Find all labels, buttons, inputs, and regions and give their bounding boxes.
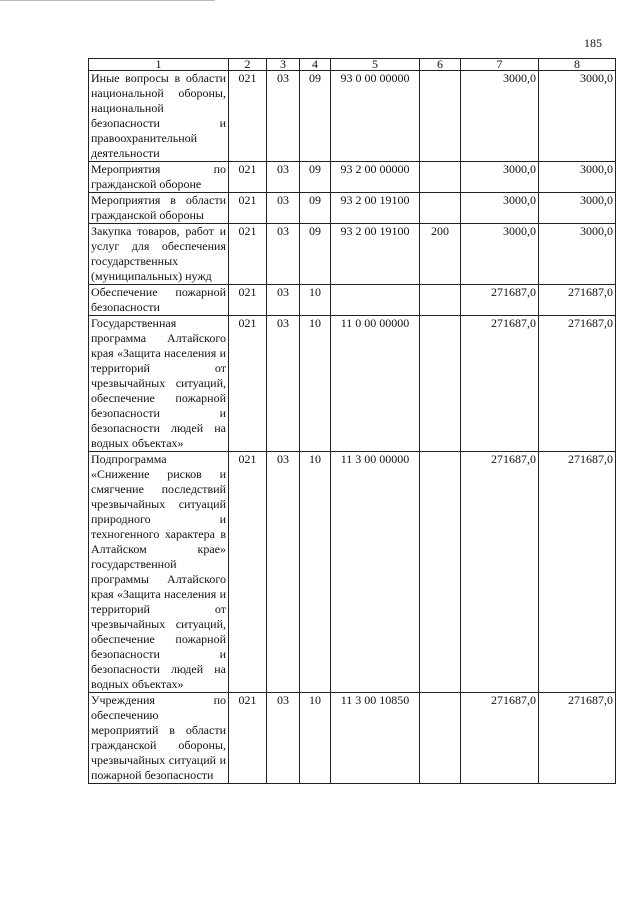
row-vr: 200 bbox=[420, 224, 461, 285]
row-sum-1: 271687,0 bbox=[461, 452, 539, 693]
row-pr: 09 bbox=[300, 162, 331, 193]
row-pr: 09 bbox=[300, 224, 331, 285]
row-vr bbox=[420, 285, 461, 316]
row-rz: 03 bbox=[267, 316, 300, 452]
row-pr: 10 bbox=[300, 693, 331, 784]
row-name: Подпрограмма «Снижение рисков и смягчение последствий чрезвычайных ситуаций природного и техногенного характера в Алтайском крае» государственной программы Алтайского края «Защита населения и территорий от чрезвычайных ситуаций, обеспечение пожарной безопасности и безопасности людей на водных объектах» bbox=[89, 452, 229, 693]
row-sum-1: 271687,0 bbox=[461, 316, 539, 452]
row-grbs: 021 bbox=[229, 71, 267, 162]
row-pr: 09 bbox=[300, 71, 331, 162]
row-sum-2: 3000,0 bbox=[539, 224, 616, 285]
row-grbs: 021 bbox=[229, 193, 267, 224]
row-name: Иные вопросы в области национальной обороны, национальной безопасности и правоохранительной деятельности bbox=[89, 71, 229, 162]
row-sum-1: 3000,0 bbox=[461, 193, 539, 224]
row-pr: 10 bbox=[300, 452, 331, 693]
row-sum-2: 271687,0 bbox=[539, 316, 616, 452]
row-sum-1: 271687,0 bbox=[461, 285, 539, 316]
table-row bbox=[89, 285, 616, 316]
header-cell: 3 bbox=[267, 59, 300, 71]
row-csr bbox=[331, 285, 420, 316]
row-name: Закупка товаров, работ и услуг для обеспечения государственных (муниципальных) нужд bbox=[89, 224, 229, 285]
row-sum-1: 3000,0 bbox=[461, 162, 539, 193]
row-csr: 11 3 00 10850 bbox=[331, 693, 420, 784]
header-cell: 4 bbox=[300, 59, 331, 71]
row-grbs: 021 bbox=[229, 224, 267, 285]
row-sum-2: 3000,0 bbox=[539, 162, 616, 193]
row-name: Мероприятия по гражданской обороне bbox=[89, 162, 229, 193]
budget-table bbox=[88, 58, 616, 784]
row-csr: 11 0 00 00000 bbox=[331, 316, 420, 452]
row-vr bbox=[420, 162, 461, 193]
row-grbs: 021 bbox=[229, 316, 267, 452]
row-csr: 93 0 00 00000 bbox=[331, 71, 420, 162]
row-rz: 03 bbox=[267, 452, 300, 693]
row-sum-1: 271687,0 bbox=[461, 693, 539, 784]
row-name: Государственная программа Алтайского края «Защита населения и территорий от чрезвычайных ситуаций, обеспечение пожарной безопасности и безопасности людей на водных объектах» bbox=[89, 316, 229, 452]
row-sum-2: 271687,0 bbox=[539, 452, 616, 693]
row-grbs: 021 bbox=[229, 693, 267, 784]
row-name: Мероприятия в области гражданской обороны bbox=[89, 193, 229, 224]
table-row bbox=[89, 193, 616, 224]
row-rz: 03 bbox=[267, 162, 300, 193]
row-pr: 10 bbox=[300, 316, 331, 452]
header-cell: 5 bbox=[331, 59, 420, 71]
header-cell: 7 bbox=[461, 59, 539, 71]
row-vr bbox=[420, 71, 461, 162]
table-row bbox=[89, 224, 616, 285]
row-pr: 10 bbox=[300, 285, 331, 316]
row-vr bbox=[420, 316, 461, 452]
row-rz: 03 bbox=[267, 285, 300, 316]
header-cell: 2 bbox=[229, 59, 267, 71]
row-rz: 03 bbox=[267, 71, 300, 162]
header-cell: 6 bbox=[420, 59, 461, 71]
header-cell: 8 bbox=[539, 59, 616, 71]
row-csr: 93 2 00 19100 bbox=[331, 193, 420, 224]
row-sum-1: 3000,0 bbox=[461, 71, 539, 162]
page-number: 185 bbox=[584, 36, 602, 50]
row-grbs: 021 bbox=[229, 162, 267, 193]
table-row bbox=[89, 162, 616, 193]
row-csr: 11 3 00 00000 bbox=[331, 452, 420, 693]
row-name: Учреждения по обеспечению мероприятий в области гражданской обороны, чрезвычайных ситуаций и пожарной безопасности bbox=[89, 693, 229, 784]
row-sum-2: 271687,0 bbox=[539, 693, 616, 784]
row-rz: 03 bbox=[267, 193, 300, 224]
row-grbs: 021 bbox=[229, 285, 267, 316]
header-row bbox=[89, 59, 616, 71]
row-vr bbox=[420, 193, 461, 224]
table-row bbox=[89, 316, 616, 452]
row-grbs: 021 bbox=[229, 452, 267, 693]
row-sum-2: 3000,0 bbox=[539, 193, 616, 224]
table-row bbox=[89, 452, 616, 693]
table-row bbox=[89, 71, 616, 162]
row-name: Обеспечение пожарной безопасности bbox=[89, 285, 229, 316]
row-rz: 03 bbox=[267, 224, 300, 285]
row-sum-1: 3000,0 bbox=[461, 224, 539, 285]
row-csr: 93 2 00 19100 bbox=[331, 224, 420, 285]
table-row bbox=[89, 693, 616, 784]
scan-top-rule bbox=[0, 0, 215, 1]
row-vr bbox=[420, 452, 461, 693]
header-cell: 1 bbox=[89, 59, 229, 71]
row-sum-2: 271687,0 bbox=[539, 285, 616, 316]
row-sum-2: 3000,0 bbox=[539, 71, 616, 162]
row-vr bbox=[420, 693, 461, 784]
row-rz: 03 bbox=[267, 693, 300, 784]
row-pr: 09 bbox=[300, 193, 331, 224]
row-csr: 93 2 00 00000 bbox=[331, 162, 420, 193]
